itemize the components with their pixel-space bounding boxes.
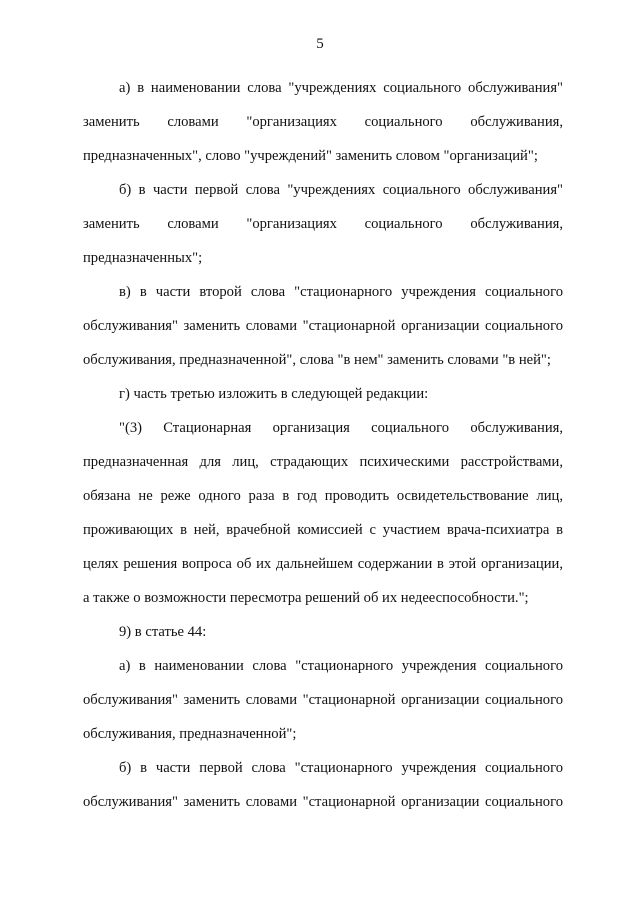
paragraph-article-44: 9) в статье 44: (119, 624, 207, 640)
page-number: 5 (316, 36, 324, 52)
paragraph-g-part-three: г) часть третью изложить в следующей редакции: (119, 386, 429, 402)
paragraph-quoted-part-three: "(3) Стационарная организация социального обслуживания, предназначенная для лиц, страдающих психическими расстройствами, обязана не реже одного раза в год проводить освидетельствование лиц, проживающих в ней, врачебной комиссией с участием врача-психиатра в целях решения вопроса об их дальнейшем содержании в этой организации, а также о возможности пересмотра решений об их недееспособности."; (83, 420, 563, 606)
paragraph-a-name: а) в наименовании слова "учреждениях социального обслуживания" заменить словами "организациях социального обслуживания, предназначенных", слово "учреждений" заменить словом "организаций"; (83, 80, 563, 164)
paragraph-a-article-44-name: а) в наименовании слова "стационарного учреждения социального обслуживания" заменить словами "стационарной организации социального обслуживания, предназначенной"; (83, 658, 563, 742)
document-body (83, 71, 563, 819)
paragraph-b-article-44-part-one: б) в части первой слова "стационарного учреждения социального обслуживания" заменить словами "стационарной организации социального (83, 760, 563, 810)
paragraph-b-part-one: б) в части первой слова "учреждениях социального обслуживания" заменить словами "организациях социального обслуживания, предназначенных"; (83, 182, 563, 266)
paragraph-v-part-two: в) в части второй слова "стационарного учреждения социального обслуживания" заменить словами "стационарной организации социального обслуживания, предназначенной", слова "в нем" заменить словами "в ней"; (83, 284, 563, 368)
